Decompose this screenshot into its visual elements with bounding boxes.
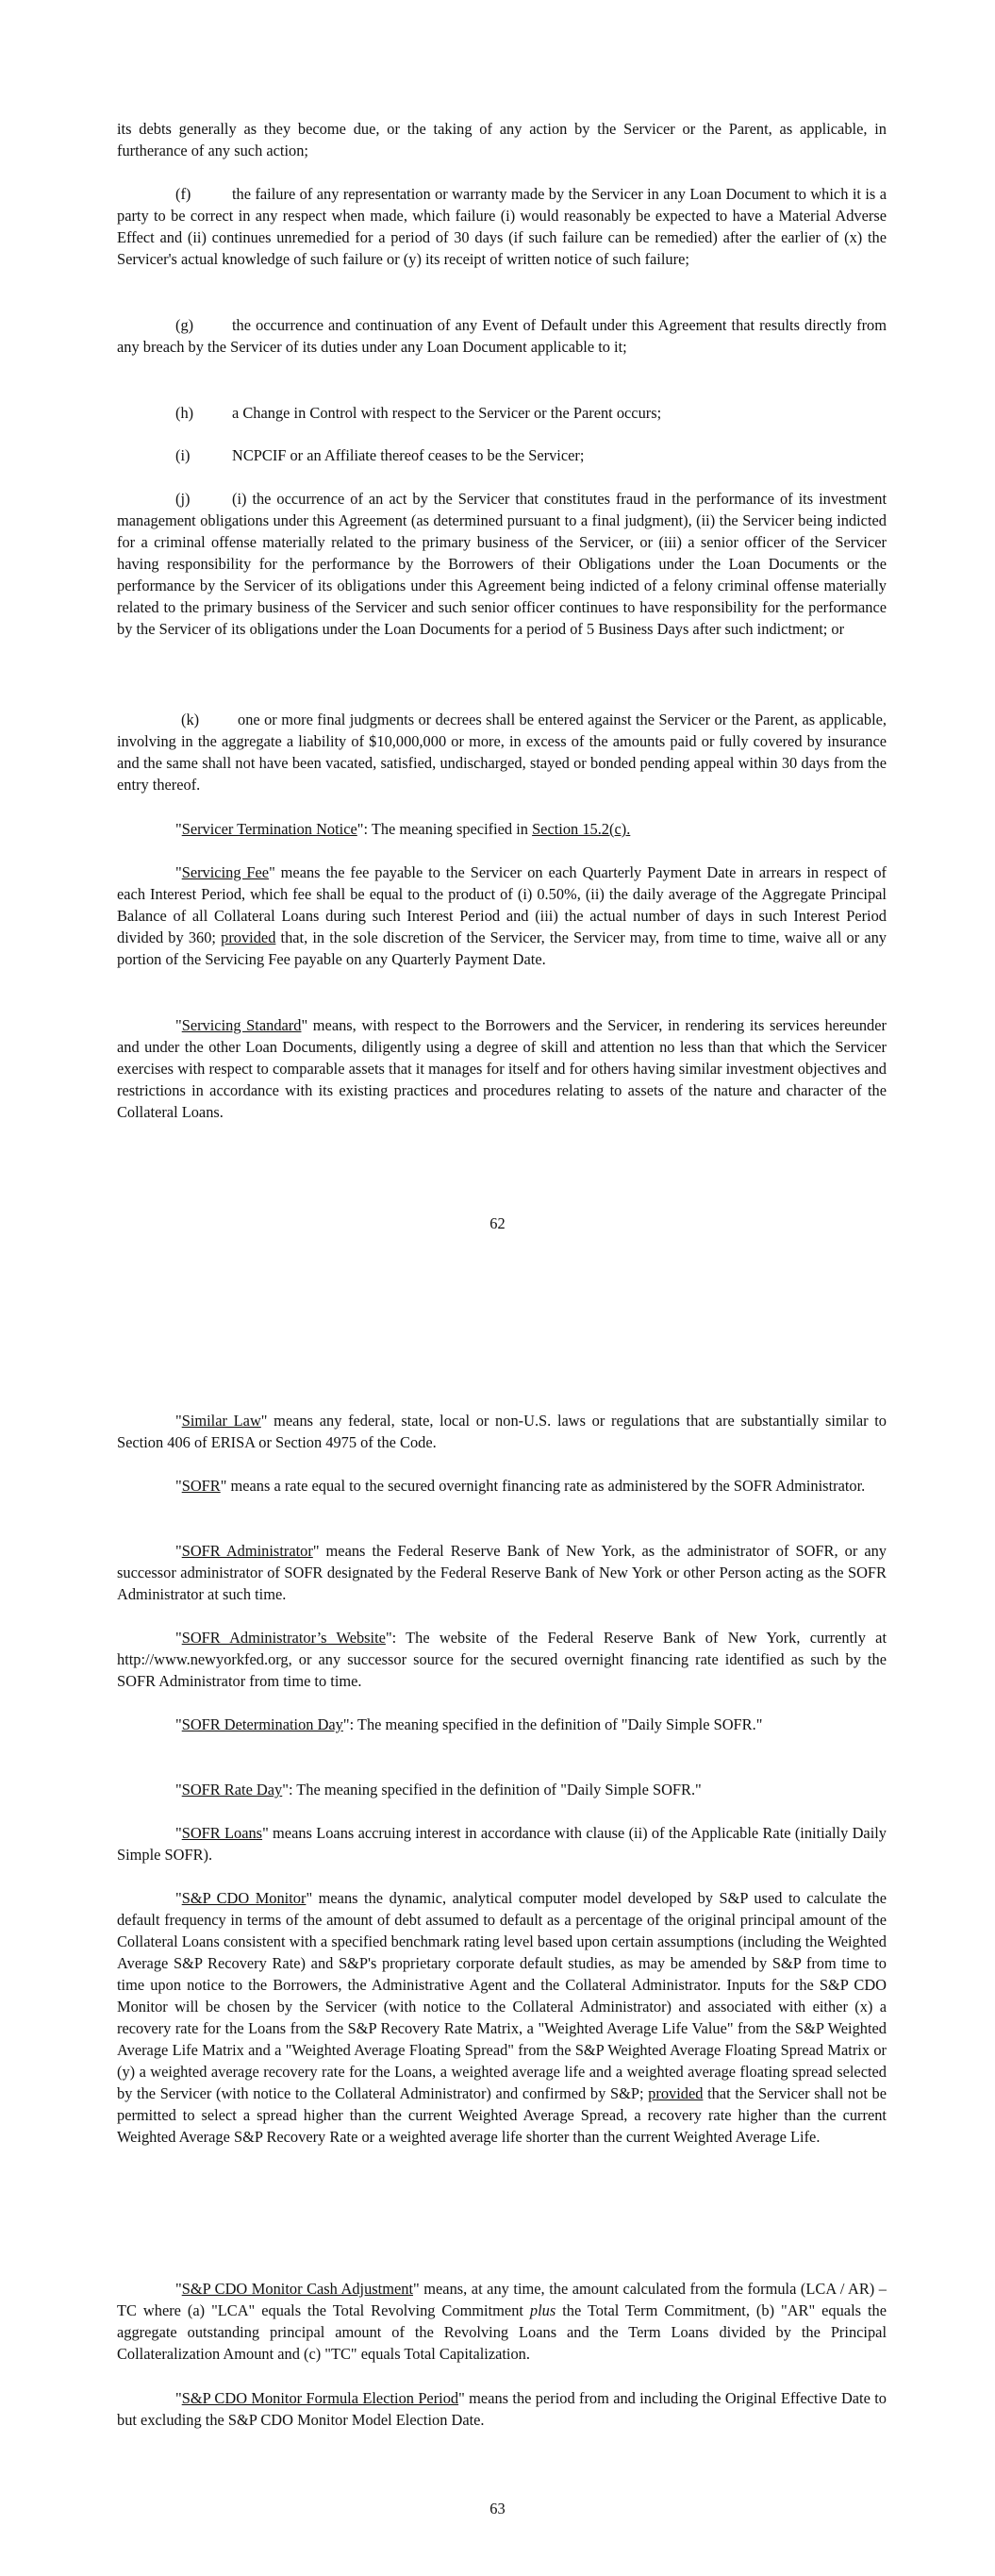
definition-text: ": The website of the Federal Reserve Bank of New York, currently at http://www.newyorkfed.org, or any successor source for the secured overnight financing rate identified as such by the SOFR Administrator from time to time.: [117, 1629, 887, 1690]
defined-term: SOFR Administrator’s Website: [181, 1629, 386, 1647]
defined-term: SOFR Administrator: [181, 1542, 313, 1560]
clause-k: [117, 709, 887, 795]
continuation-paragraph: its debts generally as they become due, or the taking of any action by the Servicer or the Parent, as applicable, in furtherance of any such action;: [117, 120, 887, 159]
definition-text: " means, at any time, the amount calculated from the formula (LCA / AR) – TC where (a) "LCA" equals the Total Revolving Commitment: [117, 2280, 887, 2319]
defined-term: S&P CDO Monitor: [181, 1889, 307, 1907]
emphasis-plus: plus: [529, 2301, 556, 2319]
clause-f: [117, 183, 887, 270]
proviso: provided: [221, 928, 276, 946]
defined-term: Similar Law: [181, 1412, 261, 1430]
clause-h: [117, 402, 887, 424]
defined-term: SOFR Loans: [181, 1824, 263, 1842]
definition-text: " means the period from and including the Original Effective Date to but excluding the S&P CDO Monitor Model Election Date.: [117, 2389, 887, 2429]
definition-text: " means the Federal Reserve Bank of New York, as the administrator of SOFR, or any successor administrator of SOFR designated by the Federal Reserve Bank of New York or other Person acting as the SOFR Administrator at such time.: [117, 1542, 887, 1603]
clause-text: the occurrence and continuation of any Event of Default under this Agreement that results directly from any breach by the Servicer of its duties under any Loan Document applicable to it;: [117, 316, 887, 356]
clause-label: (j): [175, 490, 191, 508]
page-63: [0, 1288, 995, 2576]
definition-sp-cdo-monitor-formula-election-period: "S&P CDO Monitor Formula Election Period" means the period from and including the Original Effective Date to but excluding the S&P CDO Monitor Model Election Date.: [117, 2389, 887, 2429]
defined-term: SOFR Determination Day: [181, 1715, 343, 1733]
clause-g: [117, 314, 887, 358]
clause-label: (k): [181, 711, 200, 728]
definition-sofr-determination-day: "SOFR Determination Day": The meaning specified in the definition of "Daily Simple SOFR.": [175, 1715, 763, 1733]
clause-i: [117, 444, 887, 466]
defined-term: Servicing Fee: [181, 863, 270, 881]
clause-label: (h): [175, 404, 194, 422]
page-number: 63: [489, 2500, 506, 2517]
definition-text: the Total Term Commitment, (b) "AR" equals the aggregate outstanding principal amount of the Revolving Loans and the Term Loans divided by the Principal Collateralization Amount and (c) "TC" equals Total Capitalization.: [117, 2301, 887, 2363]
definition-sp-cdo-monitor-cash-adjustment: "S&P CDO Monitor Cash Adjustment" means, at any time, the amount calculated from the formula (LCA / AR) – TC where (a) "LCA" equals the Total Revolving Commitment plus the Total Term Commitment, (b) "AR" equals the aggregate outstanding principal amount of the Revolving Loans and the Term Loans divided by the Principal Collateralization Amount and (c) "TC" equals Total Capitalization.: [117, 2280, 887, 2363]
defined-term: SOFR Rate Day: [181, 1781, 283, 1798]
clause-text: (i) the occurrence of an act by the Servicer that constitutes fraud in the performance of its investment management obligations under this Agreement (as determined pursuant to a final judgment), (ii) the Servicer being indicted for a criminal offense materially related to the primary business of the Servicer, or (iii) a senior officer of the Servicer having responsibility for the performance by the Borrowers of their Obligations under the Loan Documents or the performance by the Servicer of its obligations under this Agreement being indicted of a felony criminal offense materially related to the primary business of the Servicer and such senior officer continues to have responsibility for the performance by the Servicer of its obligations under the Loan Documents for a period of 5 Business Days after such indictment; or: [117, 490, 887, 638]
definition-text: " means any federal, state, local or non-U.S. laws or regulations that are substantially similar to Section 406 of ERISA or Section 4975 of the Code.: [117, 1412, 887, 1451]
definition-text: " means, with respect to the Borrowers and the Servicer, in rendering its services hereunder and under the other Loan Documents, diligently using a degree of skill and attention no less than that which the Servicer exercises with respect to comparable assets that it manages for itself and for others having similar investment objectives and restrictions in accordance with its existing practices and procedures relating to assets of the nature and character of the Collateral Loans.: [117, 1016, 887, 1121]
definition-text: ": The meaning specified in the definition of "Daily Simple SOFR.": [282, 1781, 702, 1798]
section-reference: Section 15.2(c).: [532, 820, 631, 838]
definition-sofr: "SOFR" means a rate equal to the secured overnight financing rate as administered by the SOFR Administrator.: [175, 1477, 866, 1495]
definition-sofr-administrator: "SOFR Administrator" means the Federal Reserve Bank of New York, as the administrator of SOFR, or any successor administrator of SOFR designated by the Federal Reserve Bank of New York or other Person acting as the SOFR Administrator at such time.: [117, 1542, 887, 1603]
clause-text: NCPCIF or an Affiliate thereof ceases to be the Servicer;: [232, 446, 585, 464]
definition-servicing-fee: "Servicing Fee" means the fee payable to the Servicer on each Quarterly Payment Date in arrears in respect of each Interest Period, which fee shall be equal to the product of (i) 0.50%, (ii) the daily average of the Aggregate Principal Balance of all Collateral Loans during such Interest Period and (iii) the actual number of days in such Interest Period divided by 360; provided that, in the sole discretion of the Servicer, the Servicer may, from time to time, waive all or any portion of the Servicing Fee payable on any Quarterly Payment Date.: [117, 863, 887, 968]
definition-text: ": The meaning specified in: [357, 820, 533, 838]
definition-similar-law: "Similar Law" means any federal, state, local or non-U.S. laws or regulations that are substantially similar to Section 406 of ERISA or Section 4975 of the Code.: [117, 1412, 887, 1451]
clause-label: (i): [175, 446, 191, 464]
definition-text: " means a rate equal to the secured overnight financing rate as administered by the SOFR Administrator.: [220, 1477, 866, 1495]
defined-term: S&P CDO Monitor Cash Adjustment: [181, 2280, 414, 2298]
clause-text: a Change in Control with respect to the Servicer or the Parent occurs;: [232, 404, 662, 422]
definition-sofr-loans: "SOFR Loans" means Loans accruing interest in accordance with clause (ii) of the Applicable Rate (initially Daily Simple SOFR).: [117, 1824, 887, 1864]
clause-text: the failure of any representation or warranty made by the Servicer in any Loan Document to which it is a party to be correct in any respect when made, which failure (i) would reasonably be expected to have a Material Adverse Effect and (ii) continues unremedied for a period of 30 days (if such failure can be remedied) after the earlier of (x) the Servicer's actual knowledge of such failure or (y) its receipt of written notice of such failure;: [117, 185, 887, 268]
clause-label: (f): [175, 185, 191, 203]
definition-sp-cdo-monitor: "S&P CDO Monitor" means the dynamic, analytical computer model developed by S&P used to calculate the default frequency in terms of the amount of debt assumed to default as a percentage of the original principal amount of the Collateral Loans consistent with a specified benchmark rating level based upon certain assumptions (including the Weighted Average S&P Recovery Rate) and S&P's proprietary corporate default studies, as may be amended by S&P from time to time upon notice to the Borrowers, the Administrative Agent and the Collateral Administrator. Inputs for the S&P CDO Monitor will be chosen by the Servicer (with notice to the Collateral Administrator) and associated with either (x) a recovery rate for the Loans from the S&P Recovery Rate Matrix, a "Weighted Average Life Value" from the S&P Weighted Average Life Matrix and a "Weighted Average Floating Spread" from the S&P Weighted Average Floating Spread Matrix or (y) a weighted average recovery rate for the Loans, a weighted average life and a weighted average floating spread selected by the Servicer (with notice to the Collateral Administrator) and confirmed by S&P; provided that the Servicer shall not be permitted to select a spread higher than the current Weighted Average Spread, a recovery rate higher than the current Weighted Average S&P Recovery Rate or a weighted average life shorter than the current Weighted Average Life.: [117, 1889, 887, 2146]
defined-term: SOFR: [181, 1477, 221, 1495]
defined-term: Servicer Termination Notice: [181, 820, 357, 838]
clause-j: [117, 488, 887, 640]
defined-term: S&P CDO Monitor Formula Election Period: [181, 2389, 459, 2407]
proviso: provided: [648, 2084, 704, 2102]
definition-sofr-administrators-website: "SOFR Administrator’s Website": The website of the Federal Reserve Bank of New York, currently at http://www.newyorkfed.org, or any successor source for the secured overnight financing rate identified as such by the SOFR Administrator from time to time.: [117, 1629, 887, 1690]
definition-text: that, in the sole discretion of the Servicer, the Servicer may, from time to time, waive all or any portion of the Servicing Fee payable on any Quarterly Payment Date.: [117, 928, 887, 968]
page-number: 62: [489, 1214, 506, 1232]
definition-text: " means Loans accruing interest in accordance with clause (ii) of the Applicable Rate (initially Daily Simple SOFR).: [117, 1824, 887, 1864]
defined-term: Servicing Standard: [181, 1016, 302, 1034]
definition-text: " means the fee payable to the Servicer on each Quarterly Payment Date in arrears in respect of each Interest Period, which fee shall be equal to the product of (i) 0.50%, (ii) the daily average of the Aggregate Principal Balance of all Collateral Loans during such Interest Period and (iii) the actual number of days in such Interest Period divided by 360;: [117, 863, 887, 946]
definition-sofr-rate-day: "SOFR Rate Day": The meaning specified in the definition of "Daily Simple SOFR.": [175, 1781, 702, 1798]
clause-label: (g): [175, 316, 194, 334]
definition-text: " means the dynamic, analytical computer model developed by S&P used to calculate the default frequency in terms of the amount of debt assumed to default as a percentage of the original principal amount of the Collateral Loans consistent with a specified benchmark rating level based upon certain assumptions (including the Weighted Average S&P Recovery Rate) and S&P's proprietary corporate default studies, as may be amended by S&P from time to time upon notice to the Borrowers, the Administrative Agent and the Collateral Administrator. Inputs for the S&P CDO Monitor will be chosen by the Servicer (with notice to the Collateral Administrator) and associated with either (x) a recovery rate for the Loans from the S&P Recovery Rate Matrix, a "Weighted Average Life Value" from the S&P Weighted Average Life Matrix and a "Weighted Average Floating Spread" from the S&P Weighted Average Floating Spread Matrix or (y) a weighted average recovery rate for the Loans, a weighted average life and a weighted average floating spread selected by the Servicer (with notice to the Collateral Administrator) and confirmed by S&P;: [117, 1889, 887, 2102]
definition-servicer-termination-notice: "Servicer Termination Notice": The meaning specified in Section 15.2(c).: [175, 820, 631, 838]
definition-text: ": The meaning specified in the definition of "Daily Simple SOFR.": [342, 1715, 763, 1733]
clause-text: one or more final judgments or decrees shall be entered against the Servicer or the Parent, as applicable, involving in the aggregate a liability of $10,000,000 or more, in excess of the amounts paid or fully covered by insurance and the same shall not have been vacated, satisfied, undischarged, stayed or bonded pending appeal within 30 days from the entry thereof.: [117, 711, 887, 794]
definition-servicing-standard: "Servicing Standard" means, with respect to the Borrowers and the Servicer, in rendering its services hereunder and under the other Loan Documents, diligently using a degree of skill and attention no less than that which the Servicer exercises with respect to comparable assets that it manages for itself and for others having similar investment objectives and restrictions in accordance with its existing practices and procedures relating to assets of the nature and character of the Collateral Loans.: [117, 1016, 887, 1121]
definition-text: that the Servicer shall not be permitted to select a spread higher than the current Weighted Average Spread, a recovery rate higher than the current Weighted Average S&P Recovery Rate or a weighted average life shorter than the current Weighted Average Life.: [117, 2084, 887, 2146]
